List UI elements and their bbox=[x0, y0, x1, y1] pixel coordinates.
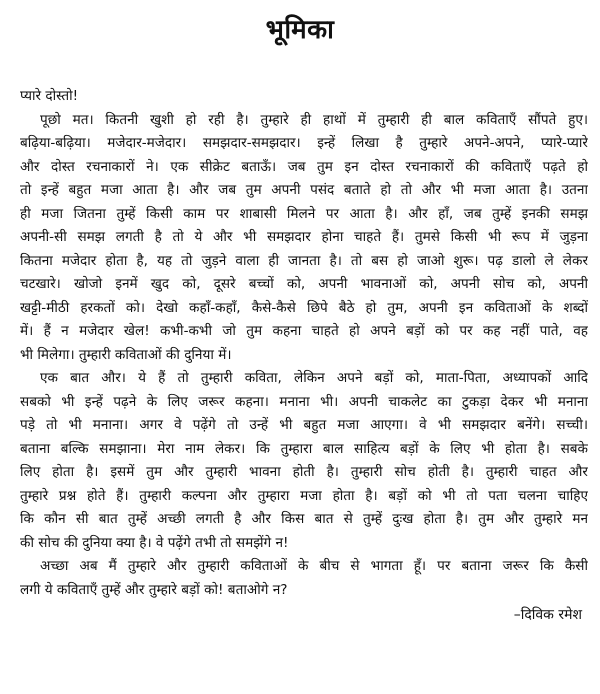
text-line: कितना मजेदार होता है, यह तो जुड़ने वाला ही जानता है। तो बस हो जाओ शुरू। पढ़ डालो ले लेकर bbox=[20, 252, 588, 269]
text-line: ही मजा जितना तुम्हें किसी काम पर शाबासी मिलने पर आता है। और हाँ, जब तुम्हें इनकी समझ bbox=[20, 205, 588, 222]
text-line: और दोस्त रचनाकारों ने। एक सीक्रेट बताऊँ। जब तुम इन दोस्त रचनाकारों की कविताएँ पढ़ते हो bbox=[20, 158, 588, 175]
text-line: तो इन्हें बहुत मजा आता है। और जब तुम अपनी पसंद बताते हो तो और भी मजा आता है। उतना bbox=[20, 182, 588, 198]
text-line: की सोच की दुनिया क्या है। वे पढ़ेंगे तभी तो समझेंगे न! bbox=[20, 534, 289, 551]
text-line: अच्छा अब मैं तुम्हारे और तुम्हारी कविताओं के बीच से भागता हूँ। पर बताना जरूर कि कैसी bbox=[40, 558, 588, 574]
paragraph-3 bbox=[20, 555, 588, 602]
text-line: लगी ये कविताएँ तुम्हें और तुम्हारे बड़ों को! बताओगे न? bbox=[20, 581, 288, 598]
page-title: भूमिका bbox=[265, 15, 335, 45]
text-line: भी मिलेगा। तुम्हारी कविताओं की दुनिया में। bbox=[20, 346, 232, 363]
text-line: एक बात और। ये हैं तो तुम्हारी कविता, लेकिन अपने बड़ों को, माता-पिता, अध्यापकों आदि bbox=[40, 370, 588, 386]
text-line: कि कौन सी बात तुम्हें अच्छी लगती है और किस बात से तुम्हें दुःख होता है। तुम और तुम्हारे मन bbox=[20, 511, 588, 527]
document-body bbox=[20, 85, 588, 628]
author-signature: –दिविक रमेश bbox=[513, 607, 582, 623]
text-line: सबको भी इन्हें पढ़ने के लिए जरूर कहना। मनाना भी। अपनी चाकलेट का टुकड़ा देकर भी मनाना bbox=[20, 393, 588, 410]
text-line: खट्टी-मीठी हरकतों को। देखो कहाँ-कहाँ, कैसे-कैसे छिपे बैठे हो तुम, अपनी इन कविताओं के शब्दों bbox=[20, 299, 588, 316]
paragraph-2 bbox=[20, 367, 588, 555]
paragraph-1 bbox=[20, 109, 588, 368]
text-line: अपनी-सी समझ लगती है तो ये और भी समझदार होना चाहते हैं। तुमसे किसी भी रूप में जुड़ना bbox=[20, 229, 588, 245]
text-line: लिए होता है। इसमें तुम और तुम्हारी भावना होती है। तुम्हारी सोच होती है। तुम्हारी चाहत और bbox=[20, 464, 588, 480]
text-line: बताना बल्कि समझाना। मेरा नाम लेकर। कि तुम्हारा बाल साहित्य बड़ों के लिए भी होता है। सबके bbox=[20, 440, 588, 457]
text-line: में। हैं न मजेदार खेल! कभी-कभी जो तुम कहना चाहते हो अपने बड़ों को पर कह नहीं पाते, वह bbox=[20, 323, 588, 339]
text-line: चटखारे। खोजो इनमें खुद को, दूसरे बच्चों को, अपनी भावनाओं को, अपनी सोच को, अपनी bbox=[20, 276, 588, 292]
text-line: तुम्हारे प्रश्न होते हैं। तुम्हारी कल्पना और तुम्हारा मजा होता है। बड़ों को भी तो पता चलना चाहिए bbox=[20, 487, 588, 504]
text-line: पूछो मत। कितनी खुशी हो रही है। तुम्हारे ही हाथों में तुम्हारी ही बाल कविताएँ सौंपते हुए। bbox=[40, 111, 588, 128]
text-line: पड़े तो भी मनाना। अगर वे पढ़ेंगे तो उन्हें भी बहुत मजा आएगा। वे भी समझदार बनेंगे। सच्ची। bbox=[20, 417, 588, 433]
salutation: प्यारे दोस्तो! bbox=[20, 88, 79, 104]
text-line: बढ़िया-बढ़िया। मजेदार-मजेदार। समझदार-समझदार। इन्हें लिखा है तुम्हारे अपने-अपने, प्यारे-प्यारे bbox=[20, 135, 588, 151]
